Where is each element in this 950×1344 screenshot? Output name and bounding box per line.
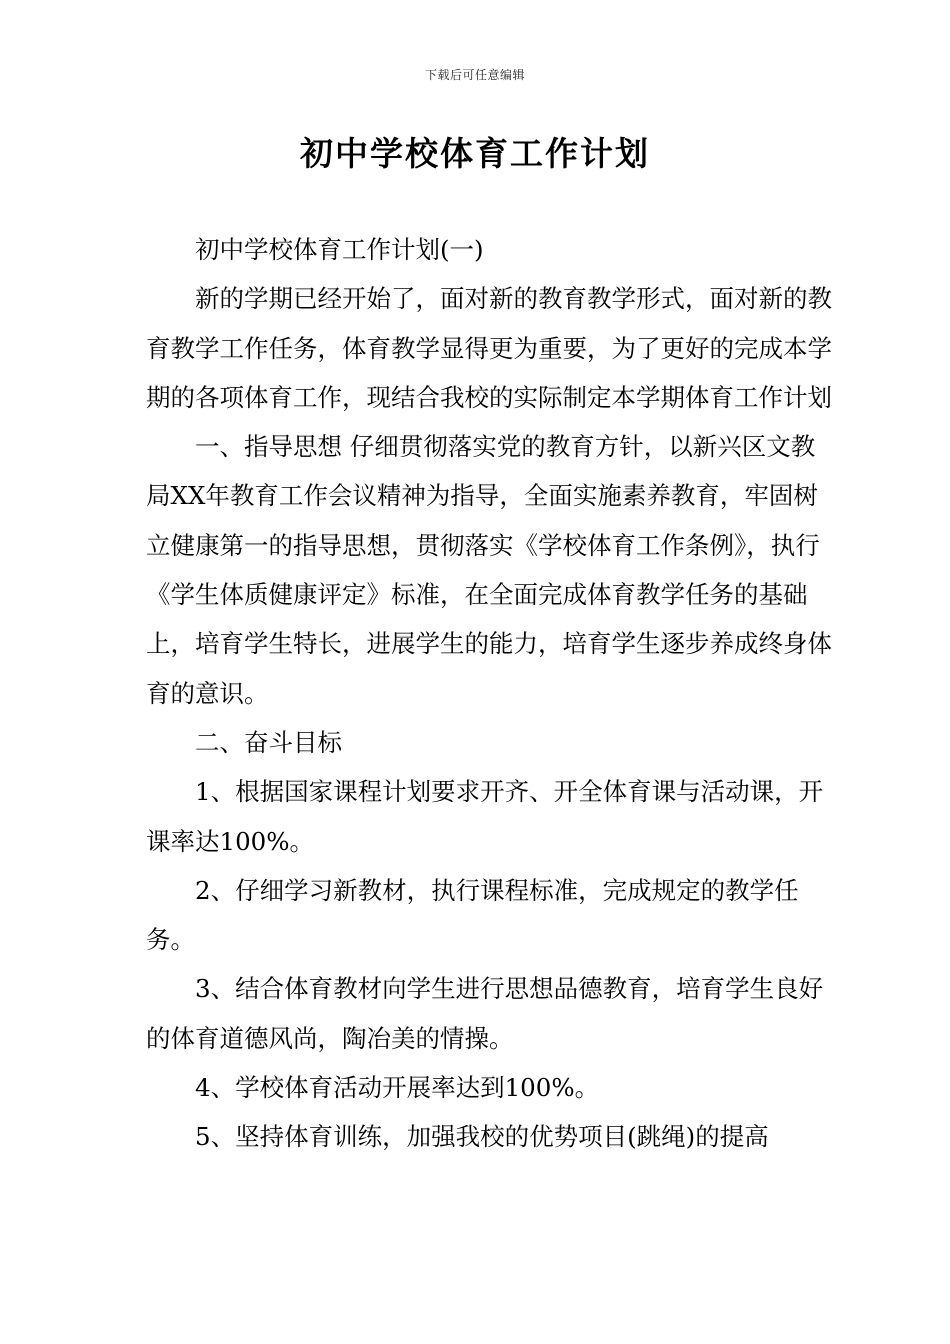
paragraph-goal-3: 3、结合体育教材向学生进行思想品德教育，培育学生良好的体育道德风尚，陶冶美的情操。 xyxy=(146,974,824,1053)
paragraph-goal-1: 1、根据国家课程计划要求开齐、开全体育课与活动课，开课率达100%。 xyxy=(146,777,824,856)
paragraph-goals-heading: 二、奋斗目标 xyxy=(195,727,342,757)
paragraph-intro: 新的学期已经开始了，面对新的教育教学形式，面对新的教育教学工作任务，体育教学显得更为重要，为了更好的完成本学期的各项体育工作，现结合我校的实际制定本学期体育工作计划 xyxy=(146,284,832,412)
paragraph-subtitle: 初中学校体育工作计划(一) xyxy=(195,235,484,264)
document-title: 初中学校体育工作计划 xyxy=(300,134,650,173)
document-body xyxy=(146,225,836,1162)
paragraph-goal-4: 4、学校体育活动开展率达到100%。 xyxy=(195,1073,600,1103)
header-note: 下载后可任意编辑 xyxy=(424,68,525,82)
paragraph-goal-5: 5、坚持体育训练，加强我校的优势项目(跳绳)的提高 xyxy=(195,1122,769,1152)
paragraph-guiding-ideology: 一、指导思想 仔细贯彻落实党的教育方针，以新兴区文教局XX年教育工作会议精神为指导，全面实施素养教育，牢固树立健康第一的指导思想，贯彻落实《学校体育工作条例》，执行《学生体质健康评定》标准，在全面完成体育教学任务的基础上，培育学生特长，进展学生的能力，培育学生逐步养成终身体育的意识。 xyxy=(146,432,832,708)
paragraph-goal-2: 2、仔细学习新教材，执行课程标准，完成规定的教学任务。 xyxy=(146,875,799,955)
